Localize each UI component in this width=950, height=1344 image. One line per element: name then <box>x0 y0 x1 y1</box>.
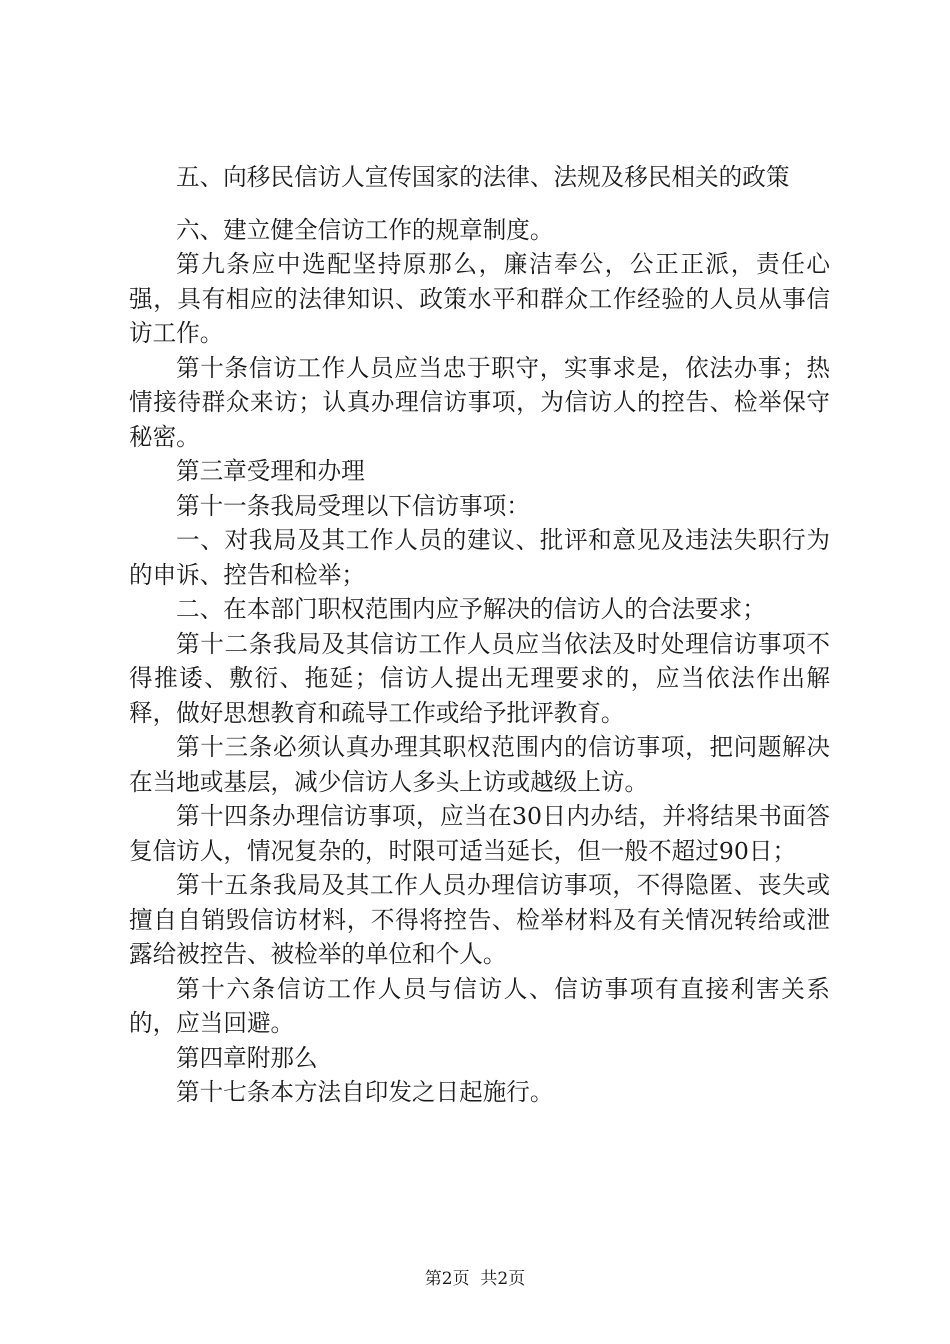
paragraph-item-5: 五、向移民信访人宣传国家的法律、法规及移民相关的政策 <box>176 163 790 191</box>
paragraph-item-6: 六、建立健全信访工作的规章制度。 <box>176 215 554 244</box>
article-11-item-2: 二、在本部门职权范围内应予解决的信访人的合法要求； <box>176 595 766 623</box>
chapter-3-heading: 第三章受理和办理 <box>176 457 365 485</box>
article-12: 第十二条我局及其信访工作人员应当依法及时处理信访事项不得推诿、敷衍、拖延；信访人提出无理要求的，应当依法作出解释，做好思想教育和疏导工作或给予批评教育。 <box>129 629 830 727</box>
article-14: 第十四条办理信访事项，应当在30日内办结，并将结果书面答复信访人，情况复杂的，时限可适当延长，但一般不超过90日； <box>129 802 830 865</box>
chapter-4-heading: 第四章附那么 <box>176 1043 318 1072</box>
article-15: 第十五条我局及其工作人员办理信访事项，不得隐匿、丧失或擅自自销毁信访材料，不得将控告、检举材料及有关情况转给或泄露给被控告、被检举的单位和个人。 <box>129 871 830 968</box>
article-16: 第十六条信访工作人员与信访人、信访事项有直接利害关系的，应当回避。 <box>129 974 830 1037</box>
page-number-footer: 第2页 共2页 <box>424 1269 526 1289</box>
article-17: 第十七条本方法自印发之日起施行。 <box>176 1078 554 1106</box>
document-body <box>129 160 830 1110</box>
article-13: 第十三条必须认真办理其职权范围内的信访事项，把问题解决在当地或基层，减少信访人多头上访或越级上访。 <box>129 733 830 796</box>
article-11-item-1: 一、对我局及其工作人员的建议、批评和意见及违法失职行为的申诉、控告和检举； <box>129 526 830 589</box>
article-10: 第十条信访工作人员应当忠于职守，实事求是，依法办事；热情接待群众来访；认真办理信访事项，为信访人的控告、检举保守秘密。 <box>129 353 830 451</box>
article-9: 第九条应中选配坚持原那么，廉洁奉公，公正正派，责任心强，具有相应的法律知识、政策水平和群众工作经验的人员从事信访工作。 <box>129 250 830 347</box>
article-11: 第十一条我局受理以下信访事项： <box>176 491 530 520</box>
